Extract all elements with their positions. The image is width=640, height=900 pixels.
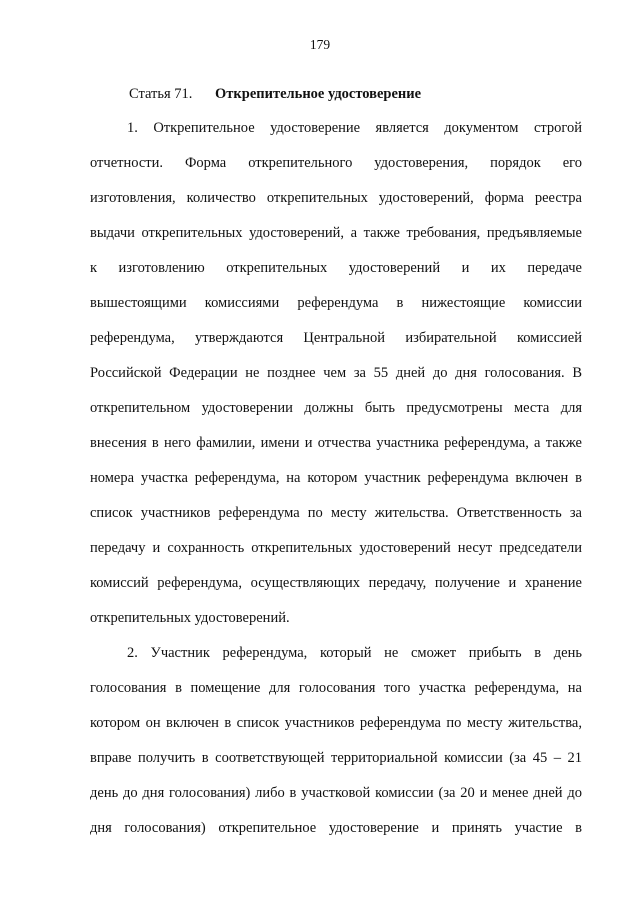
paragraph-line: список участников референдума по месту жительства. Ответственность за xyxy=(90,505,582,521)
paragraph-line: Российской Федерации не позднее чем за 55 дней до дня голосования. В xyxy=(90,365,582,381)
article-label: Статья 71. xyxy=(129,86,193,102)
paragraph-line: дня голосования) открепительное удостоверение и принять участие в xyxy=(90,820,582,836)
article-heading xyxy=(129,86,421,103)
paragraph-line: вправе получить в соответствующей территориальной комиссии (за 45 – 21 xyxy=(90,750,582,766)
paragraph-line: вышестоящими комиссиями референдума в нижестоящие комиссии xyxy=(90,295,582,311)
paragraph-line: к изготовлению открепительных удостоверений и их передаче xyxy=(90,260,582,276)
paragraph-line: внесения в него фамилии, имени и отчества участника референдума, а также xyxy=(90,435,582,451)
paragraph-line: отчетности. Форма открепительного удостоверения, порядок его xyxy=(90,155,582,171)
paragraph-line: 2. Участник референдума, который не сможет прибыть в день xyxy=(127,645,582,661)
paragraph-line: открепительных удостоверений. xyxy=(90,610,290,626)
paragraph-line: котором он включен в список участников референдума по месту жительства, xyxy=(90,715,582,731)
paragraph-line: выдачи открепительных удостоверений, а также требования, предъявляемые xyxy=(90,225,582,241)
paragraph-line: комиссий референдума, осуществляющих передачу, получение и хранение xyxy=(90,575,582,591)
paragraph-line: открепительном удостоверении должны быть предусмотрены места для xyxy=(90,400,582,416)
paragraph-line: 1. Открепительное удостоверение является документом строгой xyxy=(127,120,582,136)
article-title: Открепительное удостоверение xyxy=(215,86,422,102)
page-number: 179 xyxy=(309,37,331,52)
paragraph-line: номера участка референдума, на котором участник референдума включен в xyxy=(90,470,582,486)
paragraph-line: передачу и сохранность открепительных удостоверений несут председатели xyxy=(90,540,582,556)
paragraph-line: голосования в помещение для голосования того участка референдума, на xyxy=(90,680,582,696)
paragraph-line: референдума, утверждаются Центральной избирательной комиссией xyxy=(90,330,582,346)
paragraph-line: изготовления, количество открепительных удостоверений, форма реестра xyxy=(90,190,582,206)
paragraph-line: день до дня голосования) либо в участковой комиссии (за 20 и менее дней до xyxy=(90,785,582,801)
